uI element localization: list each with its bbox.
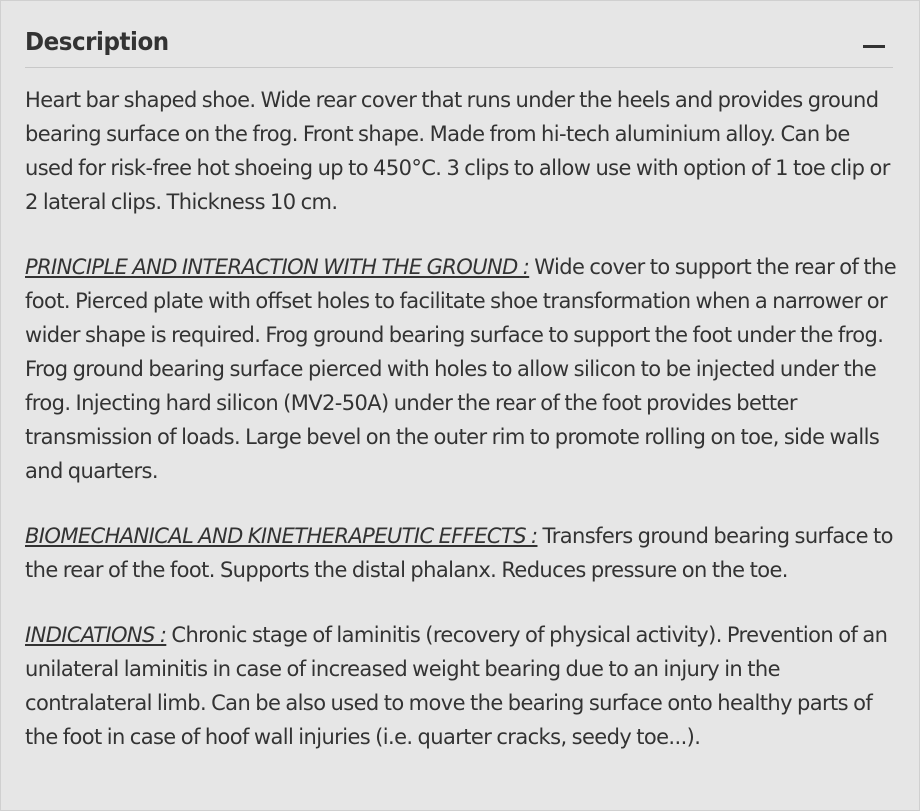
minus-bar xyxy=(863,45,885,48)
section-title: Description xyxy=(25,27,169,56)
description-content xyxy=(25,83,897,785)
paragraph-text: Heart bar shaped shoe. Wide rear cover that runs under the heels and provides ground bearing surface on the frog. Front shape. Made from hi-tech aluminium alloy. Can be used for risk-free hot shoeing up to 450°C. 3 clips to allow use with option of 1 toe clip or 2 lateral clips. Thickness 10 cm. xyxy=(25,88,890,214)
paragraph-text: Transfers ground bearing surface to the rear of the foot. Supports the distal phalanx. Reduces pressure on the toe. xyxy=(25,524,893,582)
paragraph-text: Wide cover to support the rear of the foot. Pierced plate with offset holes to facilitate shoe transformation when a narrower or wider shape is required. Frog ground bearing surface to support the foot under the frog. Frog ground bearing surface pierced with holes to allow silicon to be injected under the frog. Injecting hard silicon (MV2-50A) under the rear of the foot provides better transmission of loads. Large bevel on the outer rim to promote rolling on toe, side walls and quarters. xyxy=(25,255,897,483)
paragraph-text: Chronic stage of laminitis (recovery of physical activity). Prevention of an unilateral laminitis in case of increased weight bearing due to an injury in the contralateral limb. Can be also used to move the bearing surface onto healthy parts of the foot in case of hoof wall injuries (i.e. quarter cracks, seedy toe...). xyxy=(25,623,888,749)
paragraph-label: PRINCIPLE AND INTERACTION WITH THE GROUND : xyxy=(25,255,530,279)
description-header[interactable] xyxy=(25,21,893,68)
description-paragraph-effects xyxy=(25,519,897,587)
description-paragraph-intro xyxy=(25,83,897,219)
paragraph-label: INDICATIONS : xyxy=(25,623,167,647)
paragraph-label: BIOMECHANICAL AND KINETHERAPEUTIC EFFECTS : xyxy=(25,524,538,548)
description-paragraph-principle xyxy=(25,250,897,488)
description-paragraph-indications xyxy=(25,618,897,754)
collapse-minus-icon[interactable] xyxy=(863,35,885,55)
